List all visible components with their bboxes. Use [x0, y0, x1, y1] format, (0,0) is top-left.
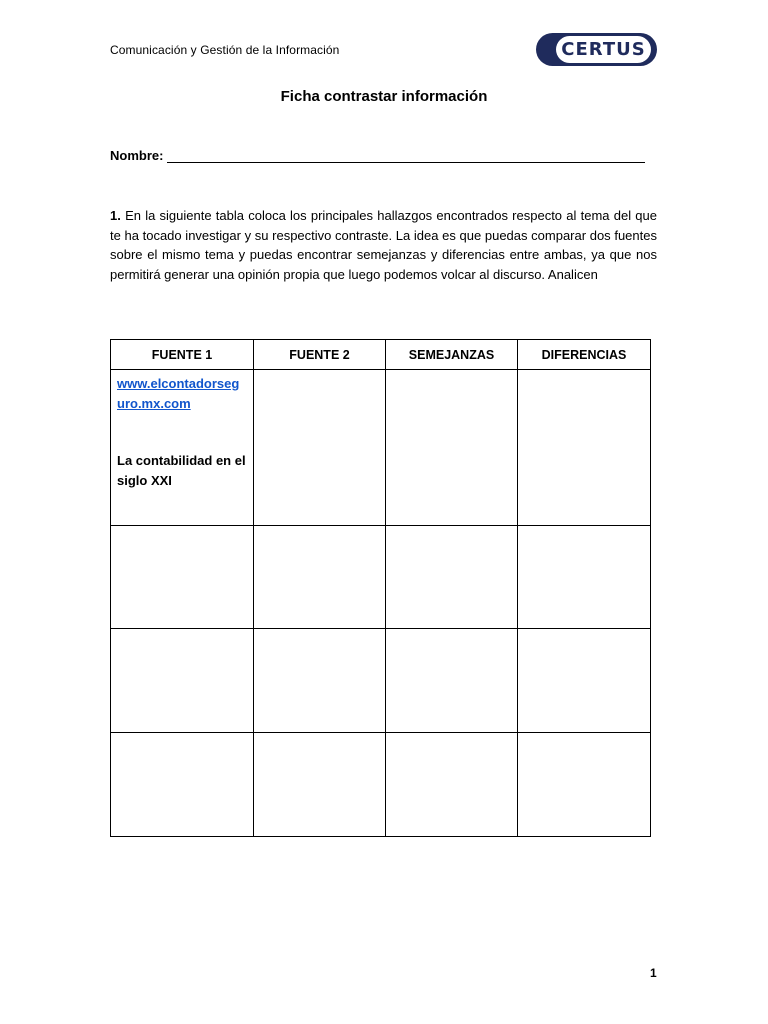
source-topic: La contabilidad en el siglo XXI — [117, 453, 246, 488]
name-label: Nombre: — [110, 148, 164, 163]
source-link[interactable]: www.elcontadorseguro.mx.com — [117, 376, 240, 411]
table-cell-fuente-1[interactable] — [111, 526, 254, 629]
table-row — [111, 733, 651, 837]
table-cell-fuente-1[interactable] — [111, 629, 254, 733]
instructions-text: En la siguiente tabla coloca los principales hallazgos encontrados respecto al tema del que te ha tocado investigar y su respectivo contraste. La idea es que puedas comparar dos fuentes sobre el mismo tema y puedas encontrar semejanzas y diferencias entre ambas, ya que nos permitirá generar una opinión propia que luego podemos volcar al discurso. Analicen — [110, 208, 657, 282]
instructions-paragraph — [110, 206, 657, 284]
table-cell-diferencias[interactable] — [518, 733, 651, 837]
name-field — [110, 148, 645, 163]
table-cell-fuente-2[interactable] — [254, 526, 386, 629]
certus-logo — [536, 33, 657, 66]
table-cell-diferencias[interactable] — [518, 370, 651, 526]
table-cell-fuente-1 — [111, 370, 254, 526]
table-cell-fuente-2[interactable] — [254, 733, 386, 837]
table-row — [111, 629, 651, 733]
header-semejanzas: SEMEJANZAS — [386, 340, 518, 370]
table-cell-fuente-2[interactable] — [254, 629, 386, 733]
name-blank-line[interactable] — [167, 150, 645, 163]
instructions-number: 1. — [110, 208, 121, 223]
table-cell-fuente-2[interactable] — [254, 370, 386, 526]
table-cell-fuente-1[interactable] — [111, 733, 254, 837]
header-fuente-2: FUENTE 2 — [254, 340, 386, 370]
certus-logo-text: CERTUS — [561, 39, 646, 60]
table-header-row — [111, 340, 651, 370]
comparison-table — [110, 339, 651, 837]
page-title: Ficha contrastar información — [280, 88, 488, 105]
page-number: 1 — [650, 966, 657, 980]
table-cell-semejanzas[interactable] — [386, 733, 518, 837]
header-diferencias: DIFERENCIAS — [518, 340, 651, 370]
table-row — [111, 370, 651, 526]
table-cell-diferencias[interactable] — [518, 629, 651, 733]
table-row — [111, 526, 651, 629]
header-fuente-1: FUENTE 1 — [111, 340, 254, 370]
table-cell-semejanzas[interactable] — [386, 370, 518, 526]
header-document-title: Comunicación y Gestión de la Información — [110, 43, 340, 57]
table-cell-semejanzas[interactable] — [386, 526, 518, 629]
table-cell-diferencias[interactable] — [518, 526, 651, 629]
table-cell-semejanzas[interactable] — [386, 629, 518, 733]
